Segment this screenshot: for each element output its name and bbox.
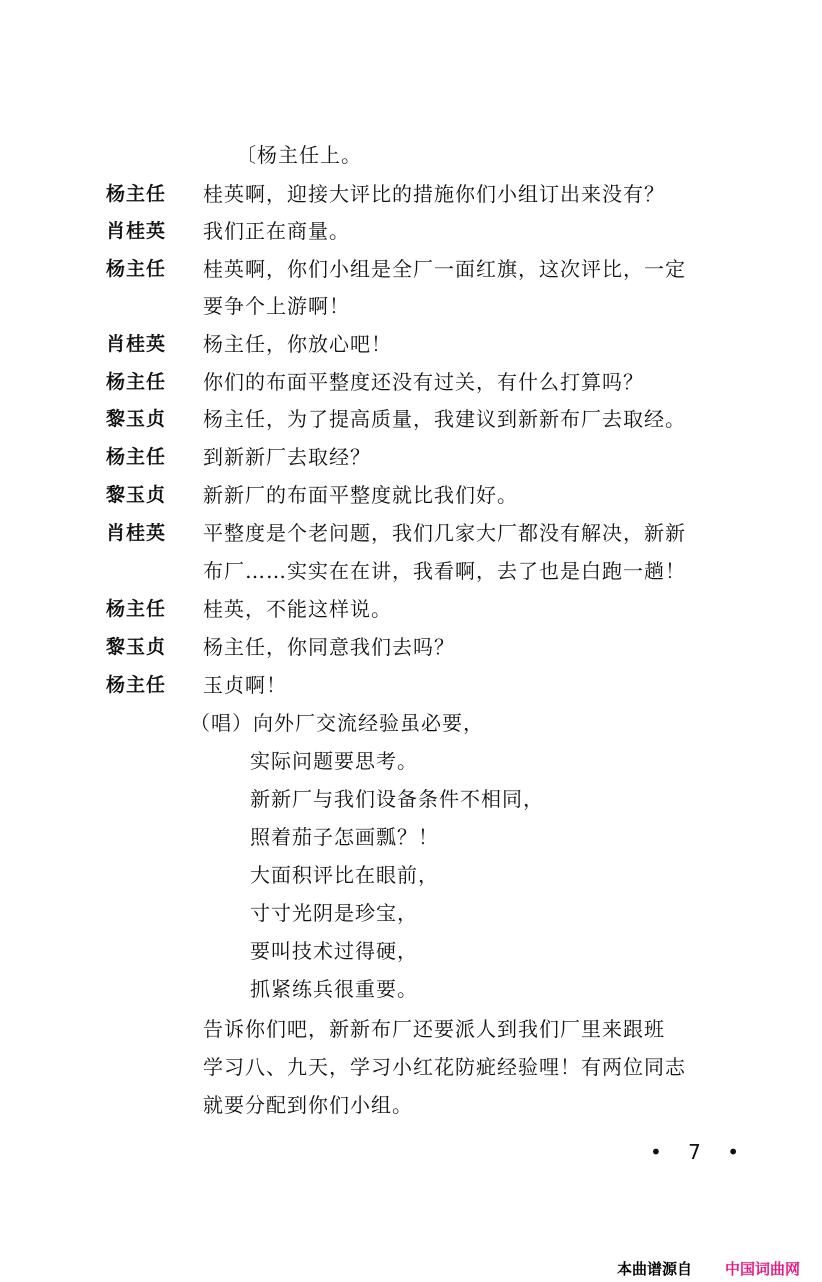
- speaker-name: 杨主任: [106, 183, 167, 205]
- song-line: 抓紧练兵很重要。: [250, 977, 418, 1001]
- song-first-line: （唱）向外厂交流经验虽必要，: [190, 711, 484, 735]
- footer-source-label: 本曲谱源自: [617, 1260, 693, 1278]
- speaker-name: 杨主任: [106, 258, 167, 280]
- dialogue-line: 要争个上游啊！: [203, 294, 350, 318]
- dialogue-line: 布厂……实实在在讲，我看啊，去了也是白跑一趟！: [203, 559, 686, 583]
- footer-site-link[interactable]: 中国词曲网: [725, 1260, 801, 1278]
- song-line: 大面积评比在眼前，: [250, 863, 439, 887]
- dialogue-line: 我们正在商量。: [203, 219, 350, 243]
- speaker-name: 肖桂英: [106, 333, 167, 355]
- dialogue-line: 杨主任，你同意我们去吗？: [203, 635, 455, 659]
- song-line: 要叫技术过得硬，: [250, 939, 418, 963]
- dialogue-line: 杨主任，你放心吧！: [203, 332, 392, 356]
- speaker-name: 黎玉贞: [106, 408, 167, 430]
- dialogue-line: 桂英啊，迎接大评比的措施你们小组订出来没有？: [203, 182, 665, 206]
- speaker-name: 黎玉贞: [106, 636, 167, 658]
- speaker-name: 杨主任: [106, 446, 167, 468]
- song-line: 寸寸光阴是珍宝，: [250, 901, 418, 925]
- dialogue-line: 桂英啊，你们小组是全厂一面红旗，这次评比，一定: [203, 257, 686, 281]
- dialogue-line: 桂英，不能这样说。: [203, 597, 392, 621]
- speaker-name: 肖桂英: [106, 522, 167, 544]
- speaker-name: 黎玉贞: [106, 484, 167, 506]
- song-line: 实际问题要思考。: [250, 749, 418, 773]
- dialogue-line: 新新厂的布面平整度就比我们好。: [203, 483, 518, 507]
- song-line: 照着茄子怎画瓢？！: [250, 825, 439, 849]
- speaker-name: 肖桂英: [106, 220, 167, 242]
- stage-direction: 〔杨主任上。: [236, 143, 362, 167]
- closing-line: 告诉你们吧，新新布厂还要派人到我们厂里来跟班: [203, 1017, 665, 1041]
- dialogue-line: 到新新厂去取经？: [203, 445, 371, 469]
- dialogue-line: 玉贞啊！: [203, 673, 287, 697]
- page-number: • 7 •: [650, 1140, 750, 1164]
- closing-line: 就要分配到你们小组。: [203, 1093, 413, 1117]
- speaker-name: 杨主任: [106, 674, 167, 696]
- speaker-name: 杨主任: [106, 371, 167, 393]
- speaker-name: 杨主任: [106, 598, 167, 620]
- dialogue-line: 平整度是个老问题，我们几家大厂都没有解决，新新: [203, 521, 686, 545]
- dialogue-line: 你们的布面平整度还没有过关，有什么打算吗？: [203, 370, 644, 394]
- dialogue-line: 杨主任，为了提高质量，我建议到新新布厂去取经。: [203, 407, 686, 431]
- song-line: 新新厂与我们设备条件不相同，: [250, 787, 544, 811]
- closing-line: 学习八、九天，学习小红花防疵经验哩！有两位同志: [203, 1055, 686, 1079]
